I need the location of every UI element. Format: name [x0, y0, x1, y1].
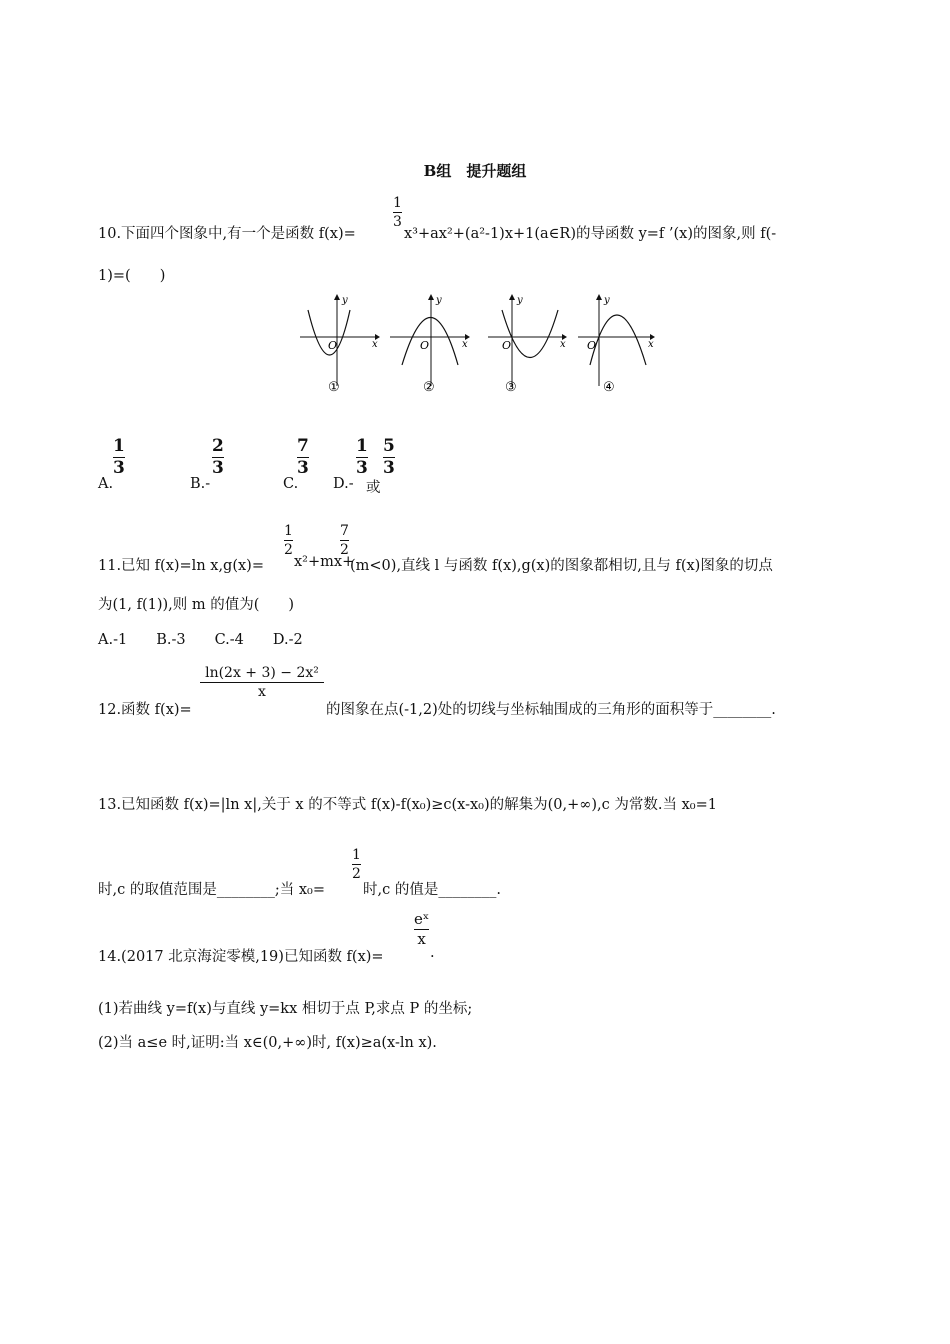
graph-2-x-label: x: [462, 339, 468, 350]
q10-option-d-mid: 或: [366, 480, 381, 496]
graph-2-y-arrow: [428, 294, 434, 300]
q10-frac-one-third: [393, 196, 402, 229]
q11-line1-a: 11.已知 f(x)=ln x,g(x)=: [98, 558, 264, 574]
q11-frac2-num: 7: [340, 523, 349, 539]
graph-1-y-arrow: [334, 294, 340, 300]
q10-line2: 1)=( ): [98, 268, 166, 284]
q11-frac-seven-half: [340, 524, 349, 557]
q12-bar: [200, 682, 324, 683]
q10-option-d-frac1: [356, 438, 368, 477]
graph-3-origin: O: [502, 339, 512, 352]
q11-frac1-bar: [284, 540, 293, 541]
q11-line2: 为(1, f(1)),则 m 的值为( ): [98, 597, 295, 613]
q11-frac2-den: 2: [340, 542, 349, 558]
graph-2-origin: O: [420, 339, 430, 352]
graph-3-x-label: x: [560, 339, 566, 350]
q10-option-c-prefix: C.: [283, 476, 299, 492]
q13-frac-one-half: [352, 848, 361, 881]
q14-part1: (1)若曲线 y=f(x)与直线 y=kx 相切于点 P,求点 P 的坐标;: [98, 1001, 473, 1017]
q13-line2-pre: 时,c 的取值范围是________;当 x₀=: [98, 882, 325, 898]
q13-frac-bar: [352, 864, 361, 865]
q13-line2-post: 时,c 的值是________.: [363, 882, 501, 898]
q10-graphs: [290, 290, 670, 400]
graph-4-x-label: x: [648, 339, 654, 350]
q10-option-a-prefix: A.: [98, 476, 114, 492]
q10-frac-den: 3: [393, 214, 402, 230]
q10-option-b-prefix: B.-: [190, 476, 211, 492]
graph-4: [578, 294, 655, 395]
q10-frac-num: 1: [393, 195, 402, 211]
q11-frac1-num: 1: [284, 523, 293, 539]
q10-option-c-frac: [297, 438, 309, 477]
q10-option-d-den2: 3: [383, 458, 395, 478]
q11-frac1-den: 2: [284, 542, 293, 558]
graph-2-y-label: y: [436, 295, 442, 306]
graph-4-y-arrow: [596, 294, 602, 300]
q10-line1-post: x³+ax²+(a²-1)x+1(a∈R)的导函数 y=f ’(x)的图象,则 f(-: [404, 226, 777, 242]
q10-line1-pre: 10.下面四个图象中,有一个是函数 f(x)=: [98, 226, 356, 242]
graph-3-label: ③: [505, 380, 517, 395]
q10-option-d-frac2: [383, 438, 395, 477]
q10-option-b-frac: [212, 438, 224, 477]
q11-frac2-bar: [340, 540, 349, 541]
q14-fraction: [414, 912, 429, 947]
graph-2-label: ②: [423, 380, 435, 395]
graph-1: [300, 294, 380, 395]
q12-den: x: [258, 684, 266, 700]
q10-option-d-prefix: D.-: [333, 476, 354, 492]
q12-suffix: 的图象在点(-1,2)处的切线与坐标轴围成的三角形的面积等于________.: [326, 702, 776, 718]
q13-frac-den: 2: [352, 866, 361, 882]
q13-frac-num: 1: [352, 847, 361, 863]
graph-1-label: ①: [328, 380, 340, 395]
graph-2-curve: [402, 318, 458, 366]
q12-num: ln(2x + 3) − 2x²: [205, 665, 319, 681]
q10-option-d-den1: 3: [356, 458, 368, 478]
q12-fraction: [200, 666, 324, 699]
q10-option-c-num: 7: [297, 436, 309, 456]
graph-3-y-label: y: [517, 295, 523, 306]
q10-option-a-frac: [113, 438, 125, 477]
graph-2: [390, 294, 470, 395]
q14-part2: (2)当 a≤e 时,证明:当 x∈(0,+∞)时, f(x)≥a(x-ln x).: [98, 1035, 437, 1051]
q10-option-d-num2: 5: [383, 436, 395, 456]
q10-option-c-den: 3: [297, 458, 309, 478]
graph-3: [488, 294, 567, 395]
graph-1-y-label: y: [342, 295, 348, 306]
section-title: B组 提升题组: [423, 162, 527, 180]
q10-option-a-den: 3: [113, 458, 125, 478]
q11-line1-c: (m<0),直线 l 与函数 f(x),g(x)的图象都相切,且与 f(x)图象的切点: [350, 558, 773, 574]
q11-options: A.-1 B.-3 C.-4 D.-2: [98, 632, 303, 648]
graph-3-y-arrow: [509, 294, 515, 300]
q12-prefix: 12.函数 f(x)=: [98, 702, 192, 718]
q14-suffix: .: [430, 945, 435, 961]
graph-1-origin: O: [328, 339, 338, 352]
q10-option-a-num: 1: [113, 436, 125, 456]
q13-line1: 13.已知函数 f(x)=|ln x|,关于 x 的不等式 f(x)-f(x₀)≥c(x-x₀)的解集为(0,+∞),c 为常数.当 x₀=1: [98, 797, 717, 813]
graph-4-y-label: y: [604, 295, 610, 306]
q14-den: x: [417, 930, 426, 948]
q11-frac-one-half: [284, 524, 293, 557]
q10-option-b-den: 3: [212, 458, 224, 478]
graph-1-x-label: x: [372, 339, 378, 350]
q10-option-d-num1: 1: [356, 436, 368, 456]
graph-4-origin: O: [587, 339, 597, 352]
q11-line1-b: x²+mx+: [294, 554, 355, 570]
graph-4-curve: [590, 315, 646, 365]
q14-num: eˣ: [414, 910, 430, 928]
q10-option-b-num: 2: [212, 436, 224, 456]
q10-frac-bar: [393, 212, 402, 213]
q14-prefix: 14.(2017 北京海淀零模,19)已知函数 f(x)=: [98, 949, 384, 965]
graph-4-label: ④: [603, 380, 615, 395]
